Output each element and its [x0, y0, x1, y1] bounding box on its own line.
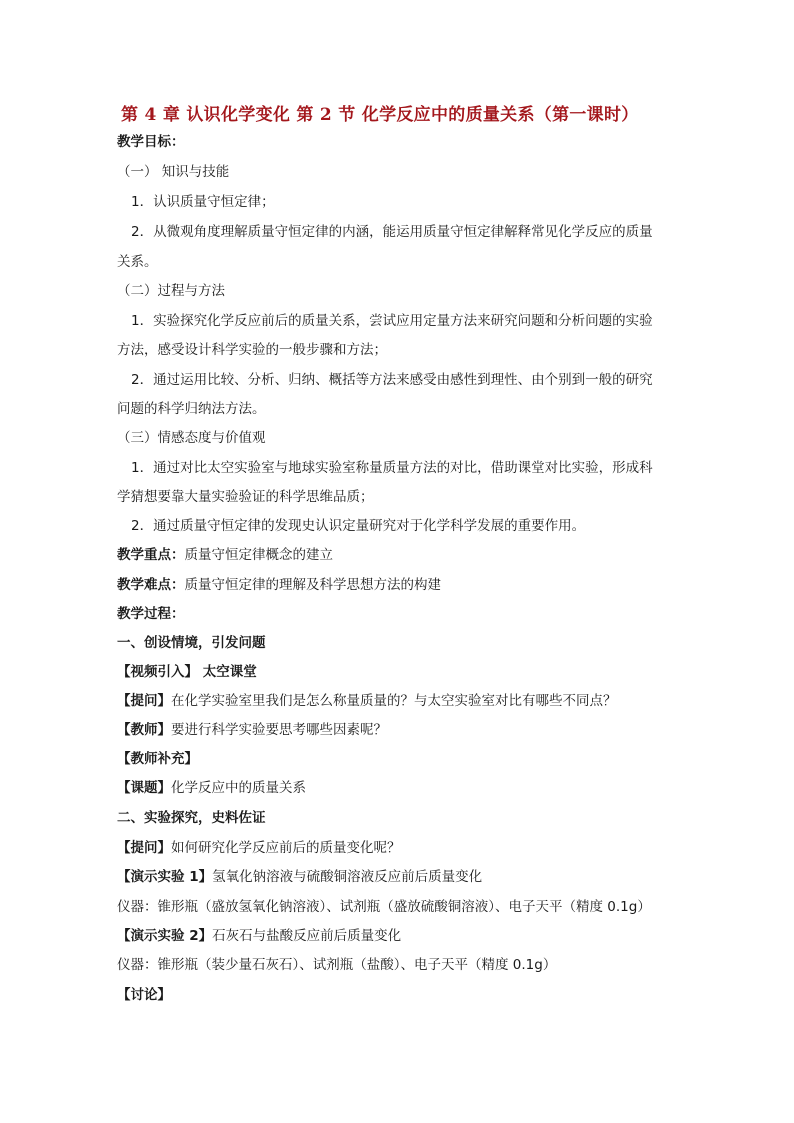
- topic-line: [117, 778, 306, 798]
- difficulty-text: 质量守恒定律的理解及科学思想方法的构建: [184, 577, 441, 593]
- goal-item-2-2: 2．通过运用比较、分析、归纳、概括等方法来感受由感性到理性、由个别到一般的研究: [131, 372, 653, 388]
- discussion-tag: 【讨论】: [117, 987, 171, 1003]
- demo-1-tag: 【演示实验 1】: [117, 869, 213, 885]
- teacher-1-tag: 【教师】: [117, 722, 171, 738]
- goal-item-1-2-cont: 关系。: [117, 254, 158, 270]
- process-heading: 教学过程：: [117, 606, 185, 622]
- goal-item-2-1: 1．实验探究化学反应前后的质量关系，尝试应用定量方法来研究问题和分析问题的实验: [131, 313, 653, 329]
- question-2: [117, 838, 401, 858]
- topic-text: 化学反应中的质量关系: [171, 780, 306, 796]
- demo-2-tag: 【演示实验 2】: [117, 928, 213, 944]
- instruments-1: 仪器：锥形瓶（盛放氢氧化钠溶液）、试剂瓶（盛放硫酸铜溶液）、电子天平（精度 0.1g）: [117, 899, 651, 915]
- goal-item-3-1-cont: 学猜想要靠大量实验验证的科学思维品质；: [117, 489, 374, 505]
- goal-item-3-2: 2．通过质量守恒定律的发现史认识定量研究对于化学科学发展的重要作用。: [131, 518, 586, 534]
- demo-2: [117, 926, 401, 946]
- teacher-1-text: 要进行科学实验要思考哪些因素呢？: [171, 722, 387, 738]
- goal-item-3-1: 1．通过对比太空实验室与地球实验室称量质量方法的对比，借助课堂对比实验，形成科: [131, 460, 653, 476]
- difficulty-line: [117, 575, 441, 595]
- question-2-tag: 【提问】: [117, 840, 171, 856]
- question-1-text: 在化学实验室里我们是怎么称量质量的？与太空实验室对比有哪些不同点？: [171, 693, 617, 709]
- goal-item-1-2: 2．从微观角度理解质量守恒定律的内涵，能运用质量守恒定律解释常见化学反应的质量: [131, 224, 653, 240]
- key-point-label: 教学重点：: [117, 547, 185, 563]
- question-1: [117, 691, 617, 711]
- page-title: 第 4 章 认识化学变化 第 2 节 化学反应中的质量关系（第一课时）: [121, 105, 639, 125]
- section-attitude: （三）情感态度与价值观: [117, 430, 266, 446]
- difficulty-label: 教学难点：: [117, 577, 185, 593]
- key-point-text: 质量守恒定律概念的建立: [184, 547, 333, 563]
- teacher-1: [117, 720, 387, 740]
- section-knowledge: （一） 知识与技能: [117, 164, 230, 180]
- demo-1: [117, 867, 482, 887]
- goal-item-2-2-cont: 问题的科学归纳法方法。: [117, 401, 266, 417]
- goals-heading: 教学目标：: [117, 134, 185, 150]
- question-1-tag: 【提问】: [117, 693, 171, 709]
- goal-item-1-1: 1．认识质量守恒定律；: [131, 194, 275, 210]
- instruments-2: 仪器：锥形瓶（装少量石灰石）、试剂瓶（盐酸）、电子天平（精度 0.1g）: [117, 957, 557, 973]
- section-process: （二）过程与方法: [117, 283, 225, 299]
- part-one-heading: 一、创设情境，引发问题: [117, 635, 266, 651]
- teacher-supplement: 【教师补充】: [117, 751, 198, 767]
- goal-item-2-1-cont: 方法，感受设计科学实验的一般步骤和方法；: [117, 342, 387, 358]
- demo-2-text: 石灰石与盐酸反应前后质量变化: [212, 928, 402, 944]
- video-intro: 【视频引入】 太空课堂: [117, 664, 257, 680]
- demo-1-text: 氢氧化钠溶液与硫酸铜溶液反应前后质量变化: [212, 869, 483, 885]
- key-point-line: [117, 545, 333, 565]
- part-two-heading: 二、实验探究，史料佐证: [117, 810, 266, 826]
- topic-tag: 【课题】: [117, 780, 171, 796]
- question-2-text: 如何研究化学反应前后的质量变化呢？: [171, 840, 401, 856]
